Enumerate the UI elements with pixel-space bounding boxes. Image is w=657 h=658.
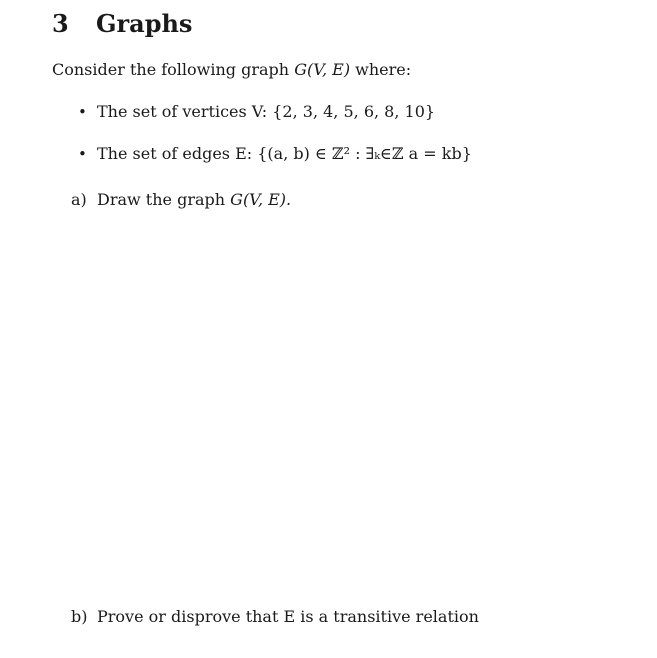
intro-suffix: where: <box>355 60 412 79</box>
part-a-letter: a) <box>71 190 87 209</box>
bullet-icon: • <box>78 103 87 121</box>
edges-label: The set of edges E: <box>97 144 253 163</box>
section-number: 3 <box>52 9 69 38</box>
part-b-question <box>71 605 479 629</box>
part-a-text: Draw the graph <box>97 190 226 209</box>
part-b-letter: b) <box>71 607 88 626</box>
edges-definition <box>78 142 472 166</box>
vertices-label: The set of vertices V: <box>97 102 268 121</box>
section-heading <box>52 8 192 40</box>
answer-space <box>52 228 612 588</box>
part-a-math: G(V, E). <box>230 190 292 209</box>
intro-text: Consider the following graph <box>52 60 290 79</box>
vertices-definition <box>78 100 435 124</box>
bullet-icon: • <box>78 145 87 163</box>
intro-paragraph <box>52 58 411 82</box>
part-a-question <box>71 188 291 212</box>
section-title: Graphs <box>96 9 193 38</box>
graph-notation: G(V, E) <box>294 60 351 79</box>
part-b-text: Prove or disprove that E is a transitive relation <box>97 607 479 626</box>
edges-set: {(a, b) ∈ ℤ² : ∃ₖ∈ℤ a = kb} <box>257 144 472 163</box>
vertices-set: {2, 3, 4, 5, 6, 8, 10} <box>272 102 436 121</box>
